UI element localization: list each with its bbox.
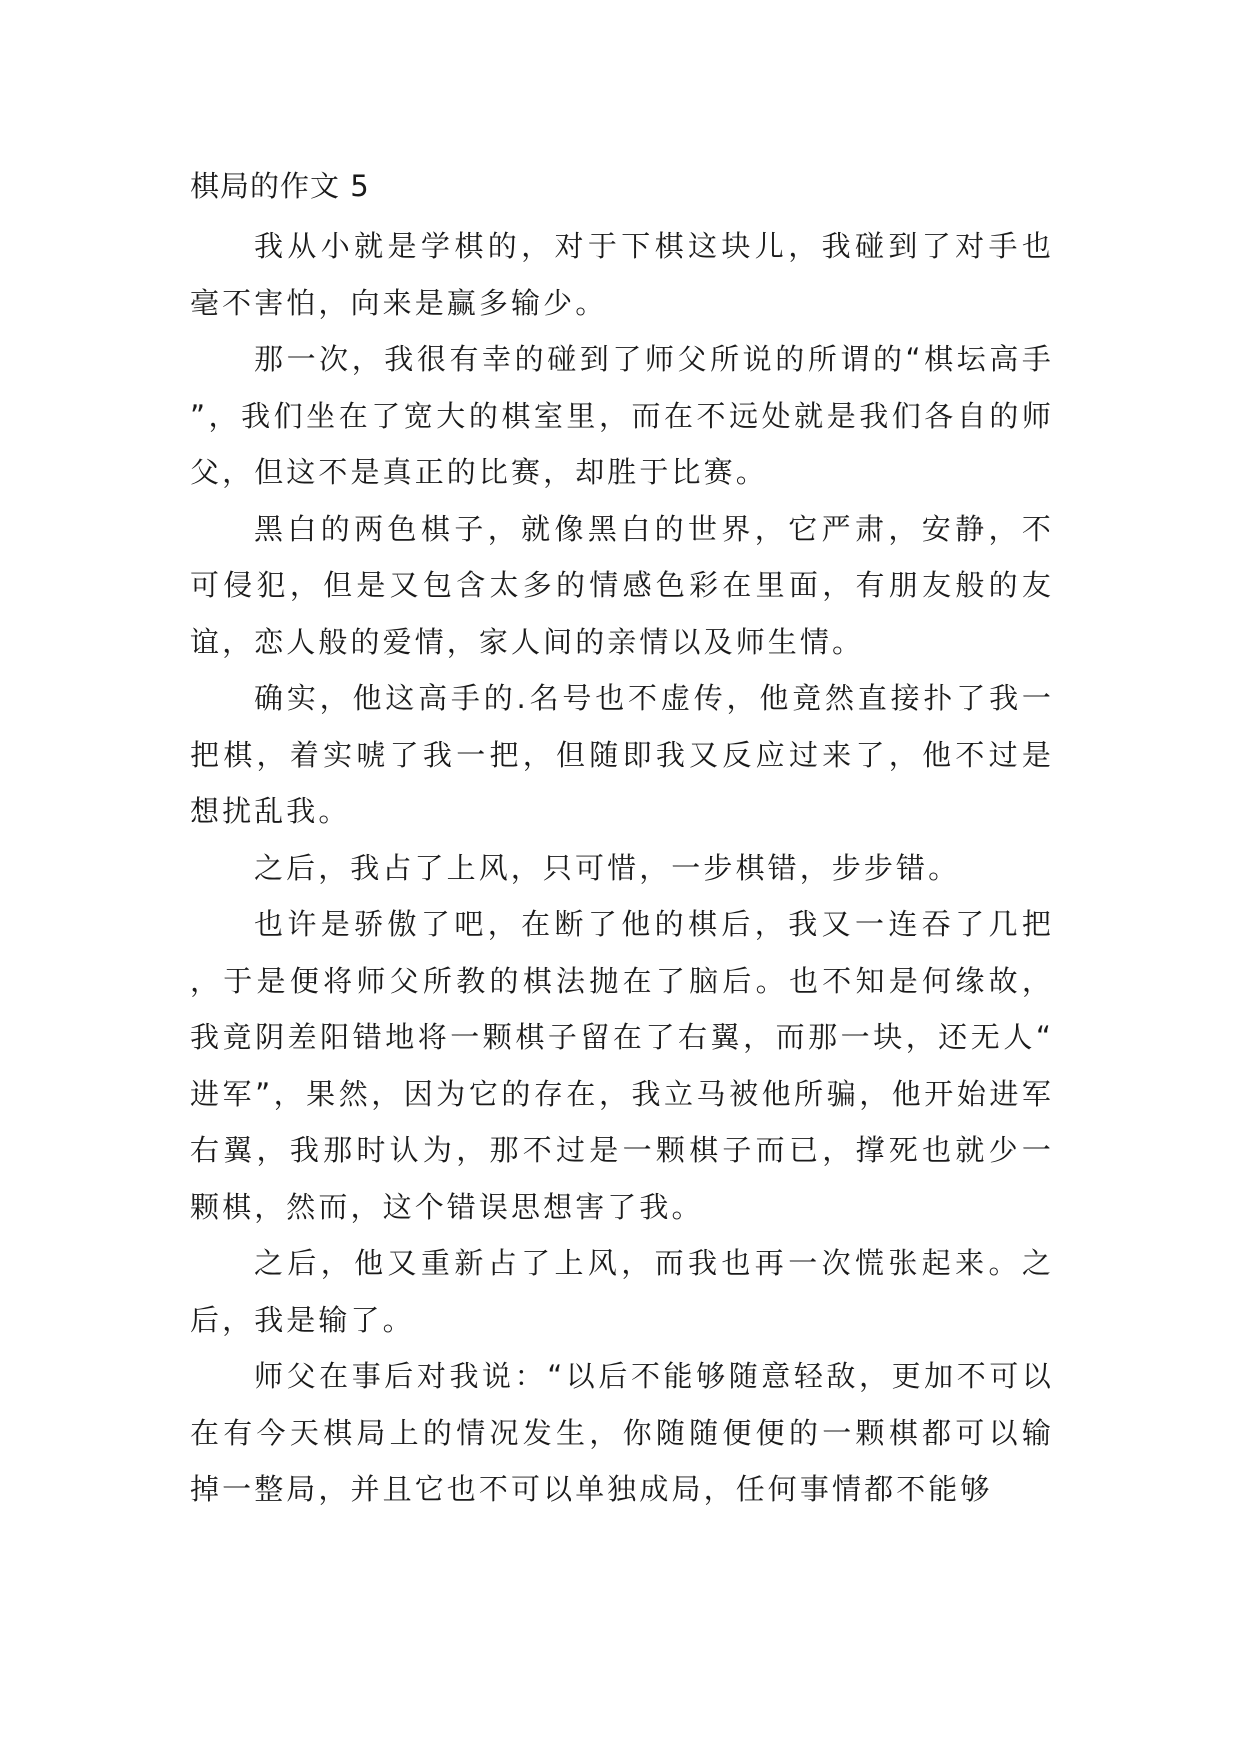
paragraph: 之后，我占了上风，只可惜，一步棋错，步步错。	[254, 850, 961, 885]
document-title: 棋局的作文 5	[190, 169, 370, 203]
paragraph: 确实，他这高手的.名号也不虚传，他竟然直接扑了我一把棋，着实唬了我一把，但随即我又反应过来了，他不过是想扰乱我。	[190, 681, 1054, 828]
paragraph: 黑白的两色棋子，就像黑白的世界，它严肃，安静，不可侵犯，但是又包含太多的情感色彩在里面，有朋友般的友谊，恋人般的爱情，家人间的亲情以及师生情。	[190, 511, 1054, 659]
paragraph: 之后，他又重新占了上风，而我也再一次慌张起来。之后，我是输了。	[190, 1246, 1054, 1337]
paragraph: 我从小就是学棋的，对于下棋这块儿，我碰到了对手也毫不害怕，向来是赢多输少。	[190, 229, 1054, 320]
paragraph: 也许是骄傲了吧，在断了他的棋后，我又一连吞了几把，于是便将师父所教的棋法抛在了脑后。也不知是何缘故，我竟阴差阳错地将一颗棋子留在了右翼，而那一块，还无人“进军”，果然，因为它的存在，我立马被他所骗，他开始进军右翼，我那时认为，那不过是一颗棋子而已，撑死也就少一颗棋，然而，这个错误思想害了我。	[190, 907, 1054, 1224]
paragraph: 那一次，我很有幸的碰到了师父所说的所谓的“棋坛高手”，我们坐在了宽大的棋室里，而在不远处就是我们各自的师父，但这不是真正的比赛，却胜于比赛。	[190, 342, 1054, 489]
document-body	[190, 218, 1054, 1518]
paragraph: 师父在事后对我说：“以后不能够随意轻敌，更加不可以在有今天棋局上的情况发生，你随随便便的一颗棋都可以输掉一整局，并且它也不可以单独成局，任何事情都不能够	[190, 1359, 1054, 1506]
